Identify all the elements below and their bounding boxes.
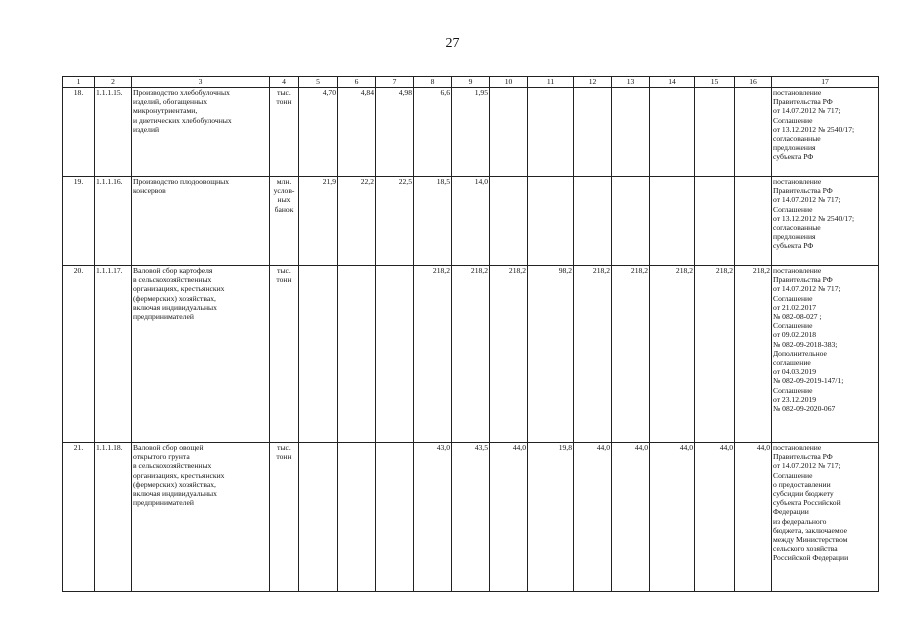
value-cell: [612, 177, 650, 266]
indicator-name: Валовой сбор картофеля в сельскохозяйственных организациях, крестьянских (фермерских) хозяйствах, включая индивидуальных предпринимателей: [132, 266, 270, 443]
column-header: 10: [490, 77, 528, 88]
column-header: 8: [414, 77, 452, 88]
value-cell: [299, 443, 338, 592]
value-cell: 21,9: [299, 177, 338, 266]
unit: тыс. тонн: [270, 266, 299, 443]
value-cell: 218,2: [452, 266, 490, 443]
column-number-row: [63, 77, 879, 88]
table-row: [63, 177, 879, 266]
value-cell: [376, 443, 414, 592]
table-row: [63, 443, 879, 592]
value-cell: 218,2: [612, 266, 650, 443]
column-header: 3: [132, 77, 270, 88]
value-cell: 43,0: [414, 443, 452, 592]
value-cell: 44,0: [490, 443, 528, 592]
row-number: 18.: [63, 88, 95, 177]
value-cell: 44,0: [612, 443, 650, 592]
value-cell: 19,8: [528, 443, 574, 592]
column-header: 16: [735, 77, 772, 88]
value-cell: 4,98: [376, 88, 414, 177]
column-header: 7: [376, 77, 414, 88]
value-cell: 4,84: [338, 88, 376, 177]
value-cell: [376, 266, 414, 443]
unit: тыс. тонн: [270, 443, 299, 592]
value-cell: [650, 88, 695, 177]
row-number: 19.: [63, 177, 95, 266]
indicator-code: 1.1.1.16.: [95, 177, 132, 266]
value-cell: [299, 266, 338, 443]
value-cell: [528, 88, 574, 177]
value-cell: 44,0: [695, 443, 735, 592]
column-header: 11: [528, 77, 574, 88]
column-header: 12: [574, 77, 612, 88]
indicator-name: Валовой сбор овощей открытого грунта в сельскохозяйственных организациях, крестьянских (фермерских) хозяйствах, включая индивидуальных предпринимателей: [132, 443, 270, 592]
column-header: 4: [270, 77, 299, 88]
indicator-code: 1.1.1.18.: [95, 443, 132, 592]
row-number: 21.: [63, 443, 95, 592]
column-header: 1: [63, 77, 95, 88]
legal-basis: постановление Правительства РФ от 14.07.2012 № 717; Соглашение от 13.12.2012 № 2540/17; согласованные предложения субъекта РФ: [772, 88, 879, 177]
unit: тыс. тонн: [270, 88, 299, 177]
value-cell: [490, 88, 528, 177]
indicator-name: Производство хлебобулочных изделий, обогащенных микронутриентами, и диетических хлебобулочных изделий: [132, 88, 270, 177]
value-cell: 98,2: [528, 266, 574, 443]
value-cell: [735, 177, 772, 266]
value-cell: 218,2: [735, 266, 772, 443]
value-cell: 22,5: [376, 177, 414, 266]
column-header: 14: [650, 77, 695, 88]
value-cell: [338, 443, 376, 592]
value-cell: [490, 177, 528, 266]
column-header: 13: [612, 77, 650, 88]
value-cell: 44,0: [574, 443, 612, 592]
column-header: 17: [772, 77, 879, 88]
legal-basis: постановление Правительства РФ от 14.07.2012 № 717; Соглашение о предоставлении субсидии бюджету субъекта Российской Федерации из федерального бюджета, заключаемое между Министерством сельского хозяйства Российской Федерации: [772, 443, 879, 592]
column-header: 9: [452, 77, 490, 88]
value-cell: [650, 177, 695, 266]
value-cell: 43,5: [452, 443, 490, 592]
indicator-name: Производство плодоовощных консервов: [132, 177, 270, 266]
value-cell: 218,2: [695, 266, 735, 443]
value-cell: [612, 88, 650, 177]
value-cell: 18,5: [414, 177, 452, 266]
value-cell: 44,0: [735, 443, 772, 592]
indicators-table: [62, 76, 879, 592]
value-cell: 218,2: [414, 266, 452, 443]
value-cell: [574, 88, 612, 177]
value-cell: 218,2: [490, 266, 528, 443]
value-cell: 218,2: [650, 266, 695, 443]
value-cell: 1,95: [452, 88, 490, 177]
legal-basis: постановление Правительства РФ от 14.07.2012 № 717; Соглашение от 21.02.2017 № 082-08-027 ; Соглашение от 09.02.2018 № 082-09-2018-383; Дополнительное соглашение от 04.03.2019 № 082-09-2019-147/1; Соглашение от 23.12.2019 № 082-09-2020-067: [772, 266, 879, 443]
value-cell: [735, 88, 772, 177]
column-header: 6: [338, 77, 376, 88]
value-cell: 14,0: [452, 177, 490, 266]
value-cell: [695, 177, 735, 266]
value-cell: [338, 266, 376, 443]
value-cell: [574, 177, 612, 266]
value-cell: 6,6: [414, 88, 452, 177]
table-row: [63, 266, 879, 443]
column-header: 5: [299, 77, 338, 88]
value-cell: 44,0: [650, 443, 695, 592]
value-cell: 218,2: [574, 266, 612, 443]
column-header: 2: [95, 77, 132, 88]
page-number: 27: [445, 36, 460, 51]
value-cell: [695, 88, 735, 177]
row-number: 20.: [63, 266, 95, 443]
column-header: 15: [695, 77, 735, 88]
value-cell: 22,2: [338, 177, 376, 266]
table-row: [63, 88, 879, 177]
value-cell: 4,70: [299, 88, 338, 177]
unit: млн. услов- ных банок: [270, 177, 299, 266]
value-cell: [528, 177, 574, 266]
indicator-code: 1.1.1.15.: [95, 88, 132, 177]
indicator-code: 1.1.1.17.: [95, 266, 132, 443]
legal-basis: постановление Правительства РФ от 14.07.2012 № 717; Соглашение от 13.12.2012 № 2540/17; согласованные предложения субъекта РФ: [772, 177, 879, 266]
